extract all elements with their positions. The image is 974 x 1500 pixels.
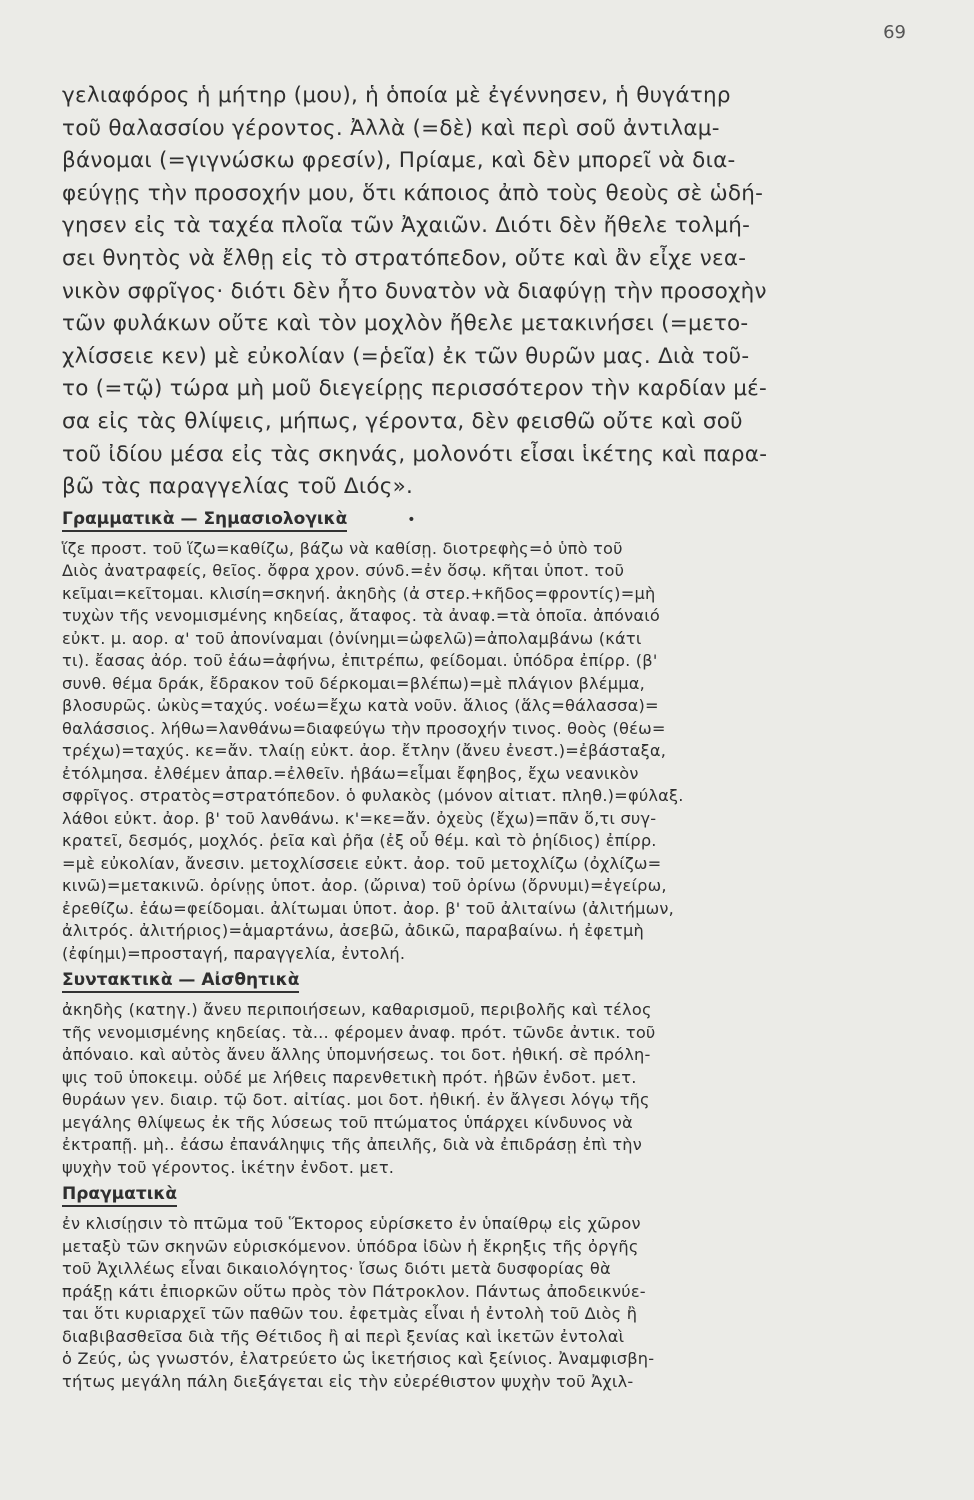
text-line: τήτως μεγάλη πάλη διεξάγεται εἰς τὴν εὐερέθιστον ψυχὴν τοῦ Ἀχιλ- — [62, 1371, 634, 1391]
text-line: βάνομαι (=γιγνώσκω φρεσίν), Πρίαμε, καὶ δὲν μπορεῖ νὰ δια- — [62, 148, 736, 174]
text-line: συνθ. θέμα δράκ, ἔδρακον τοῦ δέρκομαι=βλέπω)=μὲ πλάγιον βλέμμα, — [62, 673, 645, 693]
text-line: ται ὅτι κυριαρχεῖ τῶν παθῶν του. ἐφετμὰς εἶναι ἡ ἐντολὴ τοῦ Διὸς ἢ — [62, 1304, 638, 1324]
section-body — [62, 999, 910, 1179]
text-line: κρατεῖ, δεσμός, μοχλός. ῥεῖα καὶ ῥῆα (ἐξ οὗ θέμ. καὶ τὸ ῥηίδιος) ἐπίρρ. — [62, 831, 657, 851]
text-line: φεύγῃς τὴν προσοχήν μου, ὅτι κάποιος ἀπὸ τοὺς θεοὺς σὲ ὡδή- — [62, 180, 764, 206]
page-number: 69 — [883, 22, 906, 43]
text-line: κεῖμαι=κεῖτομαι. κλισίη=σκηνή. ἀκηδὴς (ἀ στερ.+κῆδος=φροντίς)=μὴ — [62, 583, 656, 603]
text-line: σφρῖγος. στρατὸς=στρατόπεδον. ὁ φυλακὸς (μόνον αἰτιατ. πληθ.)=φύλαξ. — [62, 786, 684, 806]
section-realia — [62, 1179, 910, 1393]
text-line: θυράων γεν. διαιρ. τῷ δοτ. αἰτίας. μοι δοτ. ἠθική. ἐν ἄλγεσι λόγῳ τῆς — [62, 1090, 650, 1110]
bullet-dot: • — [407, 511, 416, 528]
text-line: τῆς νενομισμένης κηδείας. τὰ... φέρομεν ἀναφ. πρότ. τῶνδε ἀντικ. τοῦ — [62, 1022, 656, 1042]
text-line: γελιαφόρος ἡ μήτηρ (μου), ἡ ὁποία μὲ ἐγέννησεν, ἡ θυγάτηρ — [62, 83, 731, 108]
text-line: =μὲ εὐκολίαν, ἄνεσιν. μετοχλίσσειε εὐκτ. ἀορ. τοῦ μετοχλίζω (ὀχλίζω= — [62, 853, 662, 873]
text-line: τοῦ ἰδίου μέσα εἰς τὰς σκηνάς, μολονότι εἶσαι ἱκέτης καὶ παρα- — [62, 441, 768, 467]
section-heading: Γραμματικὰ — Σημασιολογικὰ — [62, 508, 347, 532]
text-line: τοῦ Ἀχιλλέως εἶναι δικαιολόγητος· ἴσως διότι μετὰ δυσφορίας θὰ — [62, 1259, 611, 1279]
text-line: γησεν εἰς τὰ ταχέα πλοῖα τῶν Ἀχαιῶν. Διότι δὲν ἤθελε τολμή- — [62, 213, 751, 239]
text-line: ψυχὴν τοῦ γέροντος. ἱκέτην ἐνδοτ. μετ. — [62, 1157, 395, 1177]
text-line: τῶν φυλάκων οὔτε καὶ τὸν μοχλὸν ἤθελε μετακινήσει (=μετο- — [62, 311, 749, 337]
text-line: ἵζε προστ. τοῦ ἵζω=καθίζω, βάζω νὰ καθίσῃ. διοτρεφὴς=ὁ ὑπὸ τοῦ — [62, 538, 623, 558]
text-line: ἀπόναιο. καὶ αὐτὸς ἄνευ ἄλλης ὑπομνήσεως. τοι δοτ. ἠθική. σὲ πρόλη- — [62, 1045, 651, 1065]
text-line: κινῶ)=μετακινῶ. ὀρίνῃς ὑποτ. ἀορ. (ὤρινα) τοῦ ὀρίνω (ὄρνυμι)=ἐγείρω, — [62, 876, 667, 896]
text-line: θαλάσσιος. λήθω=λανθάνω=διαφεύγω τὴν προσοχήν τινος. θοὸς (θέω= — [62, 718, 666, 738]
text-line: ἐτόλμησα. ἐλθέμεν ἀπαρ.=ἐλθεῖν. ἡβάω=εἶμαι ἔφηβος, ἔχω νεανικὸν — [62, 763, 639, 783]
text-line: τι). ἔασας ἀόρ. τοῦ ἐάω=ἀφήνω, ἐπιτρέπω, φείδομαι. ὑπόδρα ἐπίρρ. (β' — [62, 651, 658, 671]
section-heading: Πραγματικὰ — [62, 1183, 177, 1207]
text-line: νικὸν σφρῖγος· διότι δὲν ἦτο δυνατὸν νὰ διαφύγῃ τὴν προσοχὴν — [62, 278, 767, 304]
text-line: λάθοι εὐκτ. ἀορ. β' τοῦ λανθάνω. κ'=κε=ἄν. ὀχεὺς (ἔχω)=πᾶν ὅ,τι συγ- — [62, 808, 657, 828]
section-body — [62, 538, 910, 966]
text-line: ἐν κλισίῃσιν τὸ πτῶμα τοῦ Ἕκτορος εὑρίσκετο ἐν ὑπαίθρῳ εἰς χῶρον — [62, 1214, 641, 1234]
text-line: ἐκτραπῇ. μὴ.. ἐάσω ἐπανάληψις τῆς ἀπειλῆς, διὰ νὰ ἐπιδράσῃ ἐπὶ τὴν — [62, 1135, 643, 1155]
text-line: διαβιβασθεῖσα διὰ τῆς Θέτιδος ἢ αἱ περὶ ξενίας καὶ ἱκετῶν ἐντολαὶ — [62, 1326, 625, 1346]
text-line: σει θνητὸς νὰ ἔλθῃ εἰς τὸ στρατόπεδον, οὔτε καὶ ἂν εἶχε νεα- — [62, 245, 747, 271]
text-line: ὁ Ζεύς, ὡς γνωστόν, ἐλατρεύετο ὡς ἱκετήσιος καὶ ξείνιος. Ἀναμφισβη- — [62, 1349, 655, 1369]
text-line: πράξῃ κάτι ἐπιορκῶν οὕτω πρὸς τὸν Πάτροκλον. Πάντως ἀποδεικνύε- — [62, 1281, 646, 1301]
text-line: τοῦ θαλασσίου γέροντος. Ἀλλὰ (=δὲ) καὶ περὶ σοῦ ἀντιλαμ- — [62, 115, 720, 141]
text-line: (ἐφίημι)=προσταγή, παραγγελία, ἐντολή. — [62, 943, 406, 963]
text-line: χλίσσειε κεν) μὲ εὐκολίαν (=ῥεῖα) ἐκ τῶν θυρῶν μας. Διὰ τοῦ- — [62, 343, 750, 369]
text-line: σα εἰς τὰς θλίψεις, μήπως, γέροντα, δὲν φεισθῶ οὔτε καὶ σοῦ — [62, 408, 743, 434]
text-line: εὐκτ. μ. αορ. α' τοῦ ἀπονίναμαι (ὀνίνημι=ὠφελῶ)=ἀπολαμβάνω (κάτι — [62, 628, 642, 648]
text-line: ἐρεθίζω. ἐάω=φείδομαι. ἀλίτωμαι ὑποτ. ἀορ. β' τοῦ ἀλιταίνω (ἀλιτήμων, — [62, 898, 674, 918]
text-line: ἀκηδὴς (κατηγ.) ἄνευ περιποιήσεων, καθαρισμοῦ, περιβολῆς καὶ τέλος — [62, 1000, 652, 1020]
text-block — [62, 80, 910, 1393]
text-line: το (=τῷ) τώρα μὴ μοῦ διεγείρῃς περισσότερον τὴν καρδίαν μέ- — [62, 376, 768, 402]
intro-paragraph — [62, 80, 910, 504]
section-heading: Συντακτικὰ — Αἰσθητικὰ — [62, 969, 299, 993]
text-line: Διὸς ἀνατραφείς, θεῖος. ὄφρα χρον. σύνδ.=ἐν ὅσῳ. κῆται ὑποτ. τοῦ — [62, 561, 625, 581]
text-line: τρέχω)=ταχύς. κε=ἄν. τλαίῃ εὐκτ. ἀορ. ἔτλην (ἄνευ ἐνεστ.)=ἐβάσταξα, — [62, 741, 667, 761]
text-line: ἀλιτρός. ἀλιτήριος)=ἁμαρτάνω, ἀσεβῶ, ἀδικῶ, παραβαίνω. ἡ ἐφετμὴ — [62, 921, 644, 941]
section-grammar — [62, 504, 910, 966]
section-syntax — [62, 965, 910, 1179]
text-line: μεγάλης θλίψεως ἐκ τῆς λύσεως τοῦ πτώματος ὑπάρχει κίνδυνος νὰ — [62, 1112, 633, 1132]
text-line: βῶ τὰς παραγγελίας τοῦ Διός». — [62, 474, 414, 500]
text-line: μεταξὺ τῶν σκηνῶν εὑρισκόμενον. ὑπόδρα ἰδὼν ἡ ἔκρηξις τῆς ὀργῆς — [62, 1236, 639, 1256]
text-line: τυχὼν τῆς νενομισμένης κηδείας, ἄταφος. τὰ ἀναφ.=τὰ ὁποῖα. ἀπόναιό — [62, 606, 660, 626]
section-body — [62, 1213, 910, 1393]
text-line: ψις τοῦ ὑποκειμ. οὐδέ με λήθεις παρενθετικὴ πρότ. ἡβῶν ἐνδοτ. μετ. — [62, 1067, 637, 1087]
text-line: βλοσυρῶς. ὠκὺς=ταχύς. νοέω=ἔχω κατὰ νοῦν. ἅλιος (ἅλς=θάλασσα)= — [62, 696, 659, 716]
